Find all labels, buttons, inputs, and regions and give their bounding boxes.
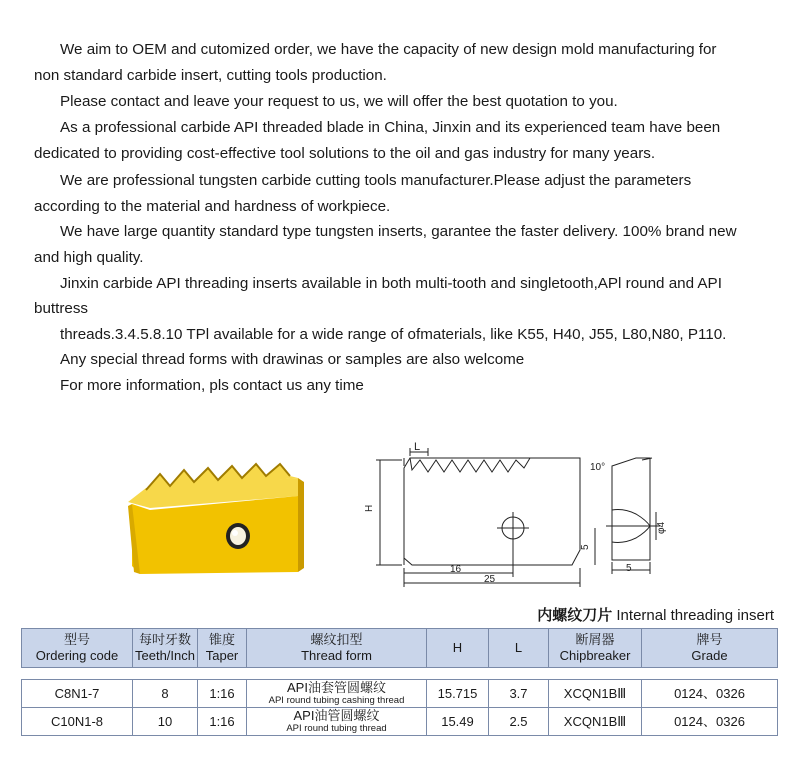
front-view-drawing	[376, 448, 595, 587]
dim-label-L: L	[414, 441, 421, 453]
dim-label-25: 25	[484, 574, 496, 585]
caption-cn: 内螺纹刀片	[537, 607, 613, 624]
intro-line: As a professional carbide API threaded blade in China, Jinxin and its experienced team have been	[60, 119, 721, 136]
cell-h: 15.49	[427, 708, 489, 736]
cell-taper: 1:16	[198, 708, 247, 736]
dim-label-5-front: 5	[580, 544, 591, 550]
intro-line: We are professional tungsten carbide cutting tools manufacturer.Please adjust the parameters	[60, 172, 692, 189]
cell-code: C10N1-8	[22, 708, 133, 736]
header-grade: 牌号 Grade	[642, 629, 778, 668]
insert-3d-image	[128, 464, 304, 574]
cell-chipbreaker: XCQN1BⅢ	[549, 708, 642, 736]
header-chipbreaker: 断屑器 Chipbreaker	[549, 629, 642, 668]
dim-label-H: H	[364, 504, 375, 512]
header-teeth-inch: 每吋牙数 Teeth/Inch	[133, 629, 198, 668]
cell-teeth: 10	[133, 708, 198, 736]
caption-en: Internal threading insert	[616, 607, 774, 624]
figure-caption	[537, 604, 774, 625]
intro-line: We have large quantity standard type tungsten inserts, garantee the faster delivery. 100% brand new	[60, 223, 737, 240]
cell-teeth: 8	[133, 680, 198, 708]
table-header-row	[22, 629, 778, 668]
cell-l: 3.7	[489, 680, 549, 708]
header-h: H	[427, 629, 489, 668]
dim-label-5-side: 5	[626, 563, 632, 574]
intro-line: We aim to OEM and cutomized order, we have the capacity of new design mold manufacturing for	[60, 41, 717, 58]
table-row	[22, 708, 778, 736]
cell-taper: 1:16	[198, 680, 247, 708]
intro-line: according to the material and hardness of workpiece.	[34, 198, 391, 215]
header-ordering-code: 型号 Ordering code	[22, 629, 133, 668]
intro-line: non standard carbide insert, cutting tools production.	[34, 67, 387, 84]
cell-thread-form: API油管圆螺纹 API round tubing thread	[247, 708, 427, 736]
header-thread-form: 螺纹扣型 Thread form	[247, 629, 427, 668]
intro-line: buttress	[34, 300, 89, 317]
spec-table	[21, 628, 778, 736]
table-row	[22, 680, 778, 708]
insert-figure	[0, 430, 800, 610]
intro-line: For more information, pls contact us any time	[60, 377, 364, 394]
cell-chipbreaker: XCQN1BⅢ	[549, 680, 642, 708]
intro-line: dedicated to providing cost-effective tool solutions to the oil and gas industry for many years.	[34, 145, 656, 162]
intro-line: and high quality.	[34, 249, 144, 266]
cell-code: C8N1-7	[22, 680, 133, 708]
intro-line: Jinxin carbide API threading inserts available in both multi-tooth and singletooth,APl round and API	[60, 275, 722, 292]
header-taper: 锥度 Taper	[198, 629, 247, 668]
intro-line: Please contact and leave your request to us, we will offer the best quotation to you.	[60, 93, 618, 110]
side-view-drawing	[606, 458, 660, 574]
header-l: L	[489, 629, 549, 668]
cell-h: 15.715	[427, 680, 489, 708]
cell-grade: 0124、0326	[642, 680, 778, 708]
cell-grade: 0124、0326	[642, 708, 778, 736]
intro-line: threads.3.4.5.8.10 TPl available for a wide range of ofmaterials, like K55, H40, J55, L80,N80, P110.	[60, 326, 727, 343]
dim-label-16: 16	[450, 564, 462, 575]
dim-label-phi4: φ4	[656, 521, 667, 534]
intro-line: Any special thread forms with drawinas or samples are also welcome	[60, 351, 525, 368]
dim-label-10deg: 10°	[590, 462, 606, 473]
cell-l: 2.5	[489, 708, 549, 736]
cell-thread-form: API油套管圆螺纹 API round tubing cashing thread	[247, 680, 427, 708]
